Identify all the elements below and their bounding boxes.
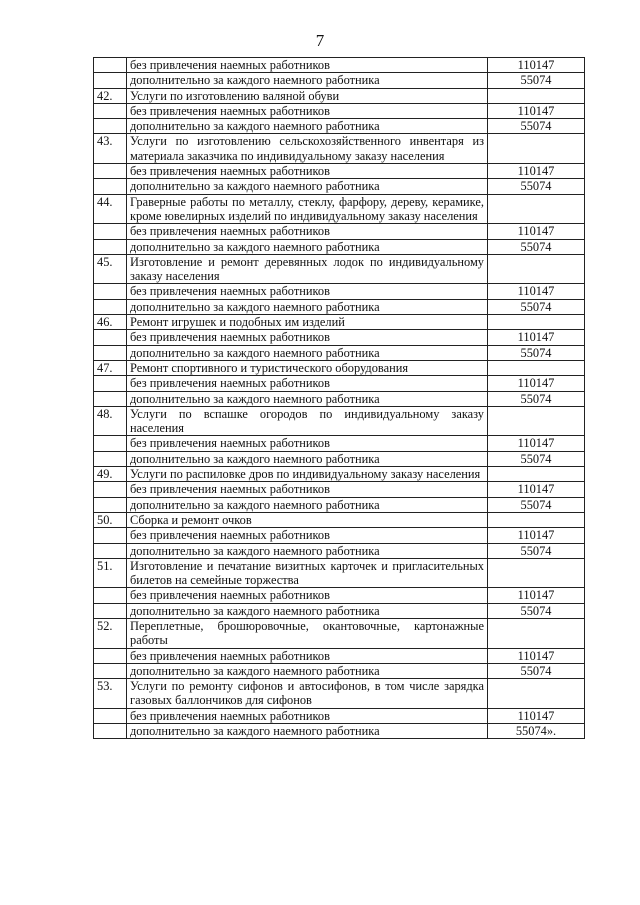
rate-condition: без привлечения наемных работников — [127, 588, 488, 603]
service-heading-row — [94, 254, 585, 284]
rate-row — [94, 330, 585, 345]
rate-row — [94, 588, 585, 603]
row-number — [94, 708, 127, 723]
rate-row — [94, 73, 585, 88]
rate-condition: без привлечения наемных работников — [127, 224, 488, 239]
service-heading-row — [94, 618, 585, 648]
service-name: Изготовление и печатание визитных карточек и пригласительных билетов на семейные торжества — [127, 558, 488, 588]
rate-value: 110147 — [488, 376, 585, 391]
service-name: Услуги по вспашке огородов по индивидуальному заказу населения — [127, 406, 488, 436]
service-heading-row — [94, 134, 585, 164]
rate-value: 110147 — [488, 164, 585, 179]
rate-condition: дополнительно за каждого наемного работника — [127, 451, 488, 466]
rate-row — [94, 376, 585, 391]
row-number: 50. — [94, 512, 127, 527]
services-table — [93, 57, 585, 739]
row-number — [94, 58, 127, 73]
rate-condition: дополнительно за каждого наемного работника — [127, 663, 488, 678]
service-heading-row — [94, 360, 585, 375]
rate-value — [488, 406, 585, 436]
rate-value: 110147 — [488, 528, 585, 543]
row-number: 53. — [94, 679, 127, 709]
service-name: Услуги по распиловке дров по индивидуальному заказу населения — [127, 467, 488, 482]
rate-value — [488, 467, 585, 482]
row-number — [94, 663, 127, 678]
rate-value: 55074». — [488, 724, 585, 739]
rate-row — [94, 103, 585, 118]
rate-row — [94, 164, 585, 179]
rate-value: 110147 — [488, 224, 585, 239]
row-number: 42. — [94, 88, 127, 103]
rate-value — [488, 512, 585, 527]
rate-condition: без привлечения наемных работников — [127, 103, 488, 118]
rate-condition: без привлечения наемных работников — [127, 376, 488, 391]
rate-value: 55074 — [488, 179, 585, 194]
rate-row — [94, 528, 585, 543]
row-number — [94, 497, 127, 512]
rate-value — [488, 618, 585, 648]
rate-row — [94, 436, 585, 451]
service-name: Ремонт игрушек и подобных им изделий — [127, 315, 488, 330]
rate-value: 110147 — [488, 648, 585, 663]
row-number — [94, 103, 127, 118]
row-number — [94, 603, 127, 618]
row-number — [94, 299, 127, 314]
rate-condition: без привлечения наемных работников — [127, 164, 488, 179]
rate-condition: без привлечения наемных работников — [127, 330, 488, 345]
service-name: Переплетные, брошюровочные, окантовочные, картонажные работы — [127, 618, 488, 648]
rate-value: 55074 — [488, 663, 585, 678]
rate-value: 110147 — [488, 588, 585, 603]
rate-value: 55074 — [488, 391, 585, 406]
service-heading-row — [94, 194, 585, 224]
service-name: Услуги по изготовлению валяной обуви — [127, 88, 488, 103]
row-number — [94, 239, 127, 254]
rate-value: 55074 — [488, 543, 585, 558]
row-number — [94, 224, 127, 239]
row-number — [94, 528, 127, 543]
rate-value: 55074 — [488, 451, 585, 466]
rate-value — [488, 254, 585, 284]
rate-row — [94, 663, 585, 678]
rate-condition: без привлечения наемных работников — [127, 284, 488, 299]
row-number: 49. — [94, 467, 127, 482]
rate-row — [94, 345, 585, 360]
rate-row — [94, 724, 585, 739]
row-number: 51. — [94, 558, 127, 588]
row-number — [94, 330, 127, 345]
rate-row — [94, 179, 585, 194]
rate-condition: дополнительно за каждого наемного работника — [127, 724, 488, 739]
service-heading-row — [94, 88, 585, 103]
row-number — [94, 543, 127, 558]
rate-row — [94, 543, 585, 558]
row-number — [94, 119, 127, 134]
rate-value — [488, 558, 585, 588]
rate-condition: дополнительно за каждого наемного работника — [127, 497, 488, 512]
row-number: 48. — [94, 406, 127, 436]
rate-condition: дополнительно за каждого наемного работника — [127, 179, 488, 194]
rate-value — [488, 360, 585, 375]
rate-value: 55074 — [488, 299, 585, 314]
rate-row — [94, 299, 585, 314]
service-name: Ремонт спортивного и туристического оборудования — [127, 360, 488, 375]
rate-value: 55074 — [488, 239, 585, 254]
service-heading-row — [94, 558, 585, 588]
rate-row — [94, 119, 585, 134]
row-number — [94, 284, 127, 299]
rate-condition: без привлечения наемных работников — [127, 528, 488, 543]
row-number — [94, 164, 127, 179]
row-number — [94, 179, 127, 194]
row-number — [94, 451, 127, 466]
row-number — [94, 588, 127, 603]
row-number — [94, 648, 127, 663]
page-number: 7 — [315, 31, 325, 50]
rate-condition: дополнительно за каждого наемного работника — [127, 239, 488, 254]
service-heading-row — [94, 406, 585, 436]
rate-condition: дополнительно за каждого наемного работника — [127, 73, 488, 88]
row-number — [94, 391, 127, 406]
service-heading-row — [94, 315, 585, 330]
rate-value: 110147 — [488, 284, 585, 299]
rate-value: 55074 — [488, 73, 585, 88]
rate-condition: дополнительно за каждого наемного работника — [127, 543, 488, 558]
rate-value — [488, 315, 585, 330]
row-number — [94, 345, 127, 360]
row-number: 47. — [94, 360, 127, 375]
rate-row — [94, 603, 585, 618]
service-heading-row — [94, 512, 585, 527]
row-number: 46. — [94, 315, 127, 330]
service-name: Изготовление и ремонт деревянных лодок по индивидуальному заказу населения — [127, 254, 488, 284]
rate-condition: без привлечения наемных работников — [127, 708, 488, 723]
rate-value: 110147 — [488, 482, 585, 497]
rate-value — [488, 134, 585, 164]
rate-value: 110147 — [488, 436, 585, 451]
rate-value: 55074 — [488, 603, 585, 618]
row-number: 44. — [94, 194, 127, 224]
rate-value — [488, 194, 585, 224]
row-number — [94, 482, 127, 497]
rate-value: 110147 — [488, 708, 585, 723]
row-number: 52. — [94, 618, 127, 648]
rate-condition: без привлечения наемных работников — [127, 436, 488, 451]
service-heading-row — [94, 467, 585, 482]
row-number — [94, 73, 127, 88]
rate-value: 55074 — [488, 119, 585, 134]
service-name: Сборка и ремонт очков — [127, 512, 488, 527]
rate-condition: дополнительно за каждого наемного работника — [127, 119, 488, 134]
row-number: 45. — [94, 254, 127, 284]
rate-value: 110147 — [488, 330, 585, 345]
rate-value: 55074 — [488, 497, 585, 512]
service-name: Граверные работы по металлу, стеклу, фарфору, дереву, керамике, кроме ювелирных изделий по индивидуальному заказу населения — [127, 194, 488, 224]
rate-row — [94, 391, 585, 406]
rate-row — [94, 708, 585, 723]
rate-condition: дополнительно за каждого наемного работника — [127, 391, 488, 406]
rate-condition: дополнительно за каждого наемного работника — [127, 299, 488, 314]
rate-condition: без привлечения наемных работников — [127, 648, 488, 663]
services-table-body — [94, 58, 585, 739]
rate-condition: без привлечения наемных работников — [127, 482, 488, 497]
rate-value: 110147 — [488, 58, 585, 73]
rate-row — [94, 224, 585, 239]
service-name: Услуги по ремонту сифонов и автосифонов, в том числе зарядка газовых баллончиков для сифонов — [127, 679, 488, 709]
row-number — [94, 376, 127, 391]
rate-row — [94, 58, 585, 73]
rate-condition: дополнительно за каждого наемного работника — [127, 345, 488, 360]
rate-value: 55074 — [488, 345, 585, 360]
rate-row — [94, 284, 585, 299]
row-number: 43. — [94, 134, 127, 164]
rate-value: 110147 — [488, 103, 585, 118]
rate-condition: без привлечения наемных работников — [127, 58, 488, 73]
rate-row — [94, 451, 585, 466]
service-name: Услуги по изготовлению сельскохозяйственного инвентаря из материала заказчика по индивидуальному заказу населения — [127, 134, 488, 164]
rate-value — [488, 679, 585, 709]
row-number — [94, 436, 127, 451]
rate-condition: дополнительно за каждого наемного работника — [127, 603, 488, 618]
rate-row — [94, 497, 585, 512]
rate-value — [488, 88, 585, 103]
rate-row — [94, 239, 585, 254]
row-number — [94, 724, 127, 739]
rate-row — [94, 648, 585, 663]
rate-row — [94, 482, 585, 497]
service-heading-row — [94, 679, 585, 709]
